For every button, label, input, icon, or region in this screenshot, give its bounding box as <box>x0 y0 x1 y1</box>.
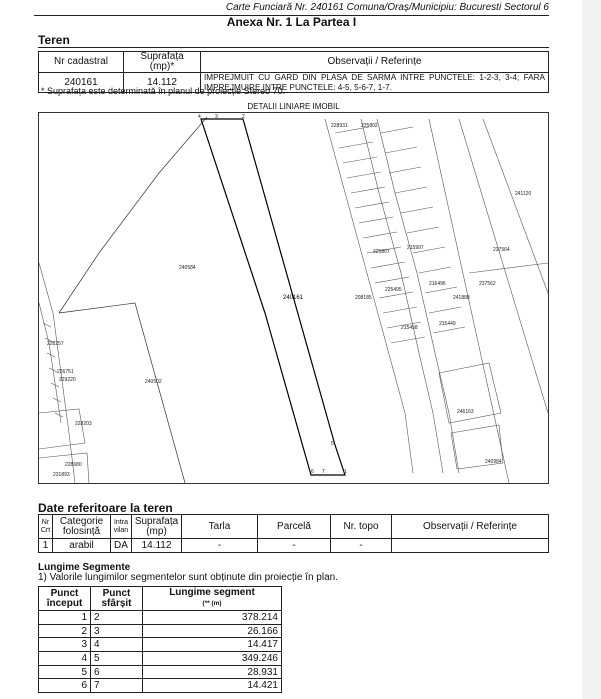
col-parcela: Parcelă <box>258 515 331 539</box>
table-cell: - <box>331 539 392 553</box>
point-label: 5 <box>331 441 334 447</box>
table-row <box>39 652 282 666</box>
table-cell: 378.214 <box>143 611 282 625</box>
table-row <box>39 665 282 679</box>
col-suprafata: Suprafața (mp) <box>132 515 182 539</box>
cell-suprafata: 14.112 <box>124 73 201 93</box>
col-nr-topo: Nr. topo <box>331 515 392 539</box>
col-observatii: Observații / Referințe <box>201 52 549 73</box>
parcel-label: 228257 <box>47 341 64 347</box>
header-reference: Carte Funciară Nr. 240161 Comuna/Oraș/Municipiu: Bucuresti Sectorul 6 <box>225 2 549 13</box>
parcel-label: 216496 <box>429 281 446 287</box>
header-bar <box>34 0 549 16</box>
parcel-label: 241888 <box>453 295 470 301</box>
map-title: DETALII LINIARE IMOBIL <box>247 102 340 111</box>
point-label: 7 <box>322 469 325 475</box>
col-observatii: Observații / Referințe <box>392 515 549 539</box>
table-cell: 2 <box>39 624 91 638</box>
col-nr-cadastral: Nr cadastral <box>39 52 124 73</box>
cadastral-map <box>38 112 549 484</box>
table-cell: 3 <box>91 624 143 638</box>
col-punct-sfarsit: Punct sfârșit <box>91 587 143 611</box>
col-lungime <box>143 587 282 611</box>
table-row <box>39 611 282 625</box>
document-page <box>34 0 582 699</box>
point-label: 2 <box>242 114 245 120</box>
annex-title: Anexa Nr. 1 La Partea I <box>226 15 357 29</box>
point-label: 1 <box>344 469 347 475</box>
col-intravilan: Intra vilan <box>111 515 132 539</box>
table-cell: - <box>258 539 331 553</box>
map-labels <box>47 123 532 478</box>
parcel-label: 241120 <box>515 191 532 197</box>
table-cell: arabil <box>53 539 111 553</box>
surface-note: * Suprafața este determinată în planul de proiecție Stereo 70. <box>41 86 286 96</box>
teren-section-title: Teren <box>38 33 70 47</box>
table-cell: - <box>182 539 258 553</box>
table-row <box>39 624 282 638</box>
parcel-label: 240584 <box>179 265 196 271</box>
col-suprafata: Suprafața (mp)* <box>124 52 201 73</box>
parcel-240161 <box>201 119 345 475</box>
parcel-label: 228680 <box>65 462 82 468</box>
parcel-label: 225495 <box>385 287 402 293</box>
table-cell: 5 <box>91 652 143 666</box>
boundary-points <box>198 114 347 475</box>
date-table <box>38 514 549 553</box>
section-divider <box>38 47 549 48</box>
parcel-label: 246163 <box>457 409 474 415</box>
table-cell: 4 <box>39 652 91 666</box>
table-cell: 7 <box>91 679 143 693</box>
table-cell <box>392 539 549 553</box>
right-buildings <box>325 119 548 483</box>
col-punct-inceput: Punct început <box>39 587 91 611</box>
table-row <box>39 679 282 693</box>
table-cell: 349.246 <box>143 652 282 666</box>
point-label: 4 <box>198 114 201 120</box>
table-cell: 14.421 <box>143 679 282 693</box>
parcel-label: 237562 <box>479 281 496 287</box>
parcel-label: 215449 <box>439 321 456 327</box>
table-cell: 26.166 <box>143 624 282 638</box>
cell-observatii: IMPREJMUIT CU GARD DIN PLASA DE SARMA INTRE PUNCTELE: 1-2-3, 3-4; FARA IMPREJMUIRE INTRE PUNCTELE: 4-5, 5-6-7, 1-7. <box>201 73 549 93</box>
date-section-title: Date referitoare la teren <box>38 501 173 515</box>
side-margin <box>582 0 601 699</box>
col-lungime-unit: (** (m) <box>202 600 222 607</box>
table-cell: 6 <box>91 665 143 679</box>
left-boundaries <box>59 117 207 483</box>
table-cell: 2 <box>91 611 143 625</box>
table-cell: 1 <box>39 611 91 625</box>
table-cell: 14.417 <box>143 638 282 652</box>
parcel-label: 215997 <box>407 245 424 251</box>
point-label: 6 <box>311 469 314 475</box>
table-cell: 14.112 <box>132 539 182 553</box>
map-svg <box>39 113 548 483</box>
parcel-label: 237564 <box>493 247 510 253</box>
subject-parcel-label: 240161 <box>283 295 304 301</box>
lungime-subtitle: 1) Valorile lungimilor segmentelor sunt obținute din proiecție în plan. <box>38 572 338 583</box>
table-cell: DA <box>111 539 132 553</box>
col-lungime-label: Lungime segment <box>169 587 255 598</box>
parcel-label: 226751 <box>57 369 74 375</box>
table-cell: 4 <box>91 638 143 652</box>
point-label: 3 <box>215 114 218 120</box>
parcel-label: 229220 <box>59 377 76 383</box>
parcel-label: 225802 <box>361 123 378 129</box>
parcel-label: 228203 <box>75 421 92 427</box>
parcel-label: 215458 <box>401 325 418 331</box>
parcel-label: 240984 <box>485 459 502 465</box>
parcel-label: 225807 <box>373 249 390 255</box>
table-cell: 1 <box>39 539 53 553</box>
table-cell: 28.931 <box>143 665 282 679</box>
segment-table <box>38 586 282 693</box>
parcel-label: 228931 <box>331 123 348 129</box>
parcel-label: 231893 <box>53 472 70 478</box>
lungime-title: Lungime Segmente <box>38 562 131 573</box>
cell-nr-cadastral: 240161 <box>39 73 124 93</box>
table-row <box>39 638 282 652</box>
col-nr-crt: Nr Crt <box>39 515 53 539</box>
table-row <box>39 539 549 553</box>
parcel-label: 240502 <box>145 379 162 385</box>
col-tarla: Tarla <box>182 515 258 539</box>
col-categorie: Categorie folosință <box>53 515 111 539</box>
table-cell: 3 <box>39 638 91 652</box>
table-cell: 6 <box>39 679 91 693</box>
parcel-label: 208185 <box>355 295 372 301</box>
table-cell: 5 <box>39 665 91 679</box>
